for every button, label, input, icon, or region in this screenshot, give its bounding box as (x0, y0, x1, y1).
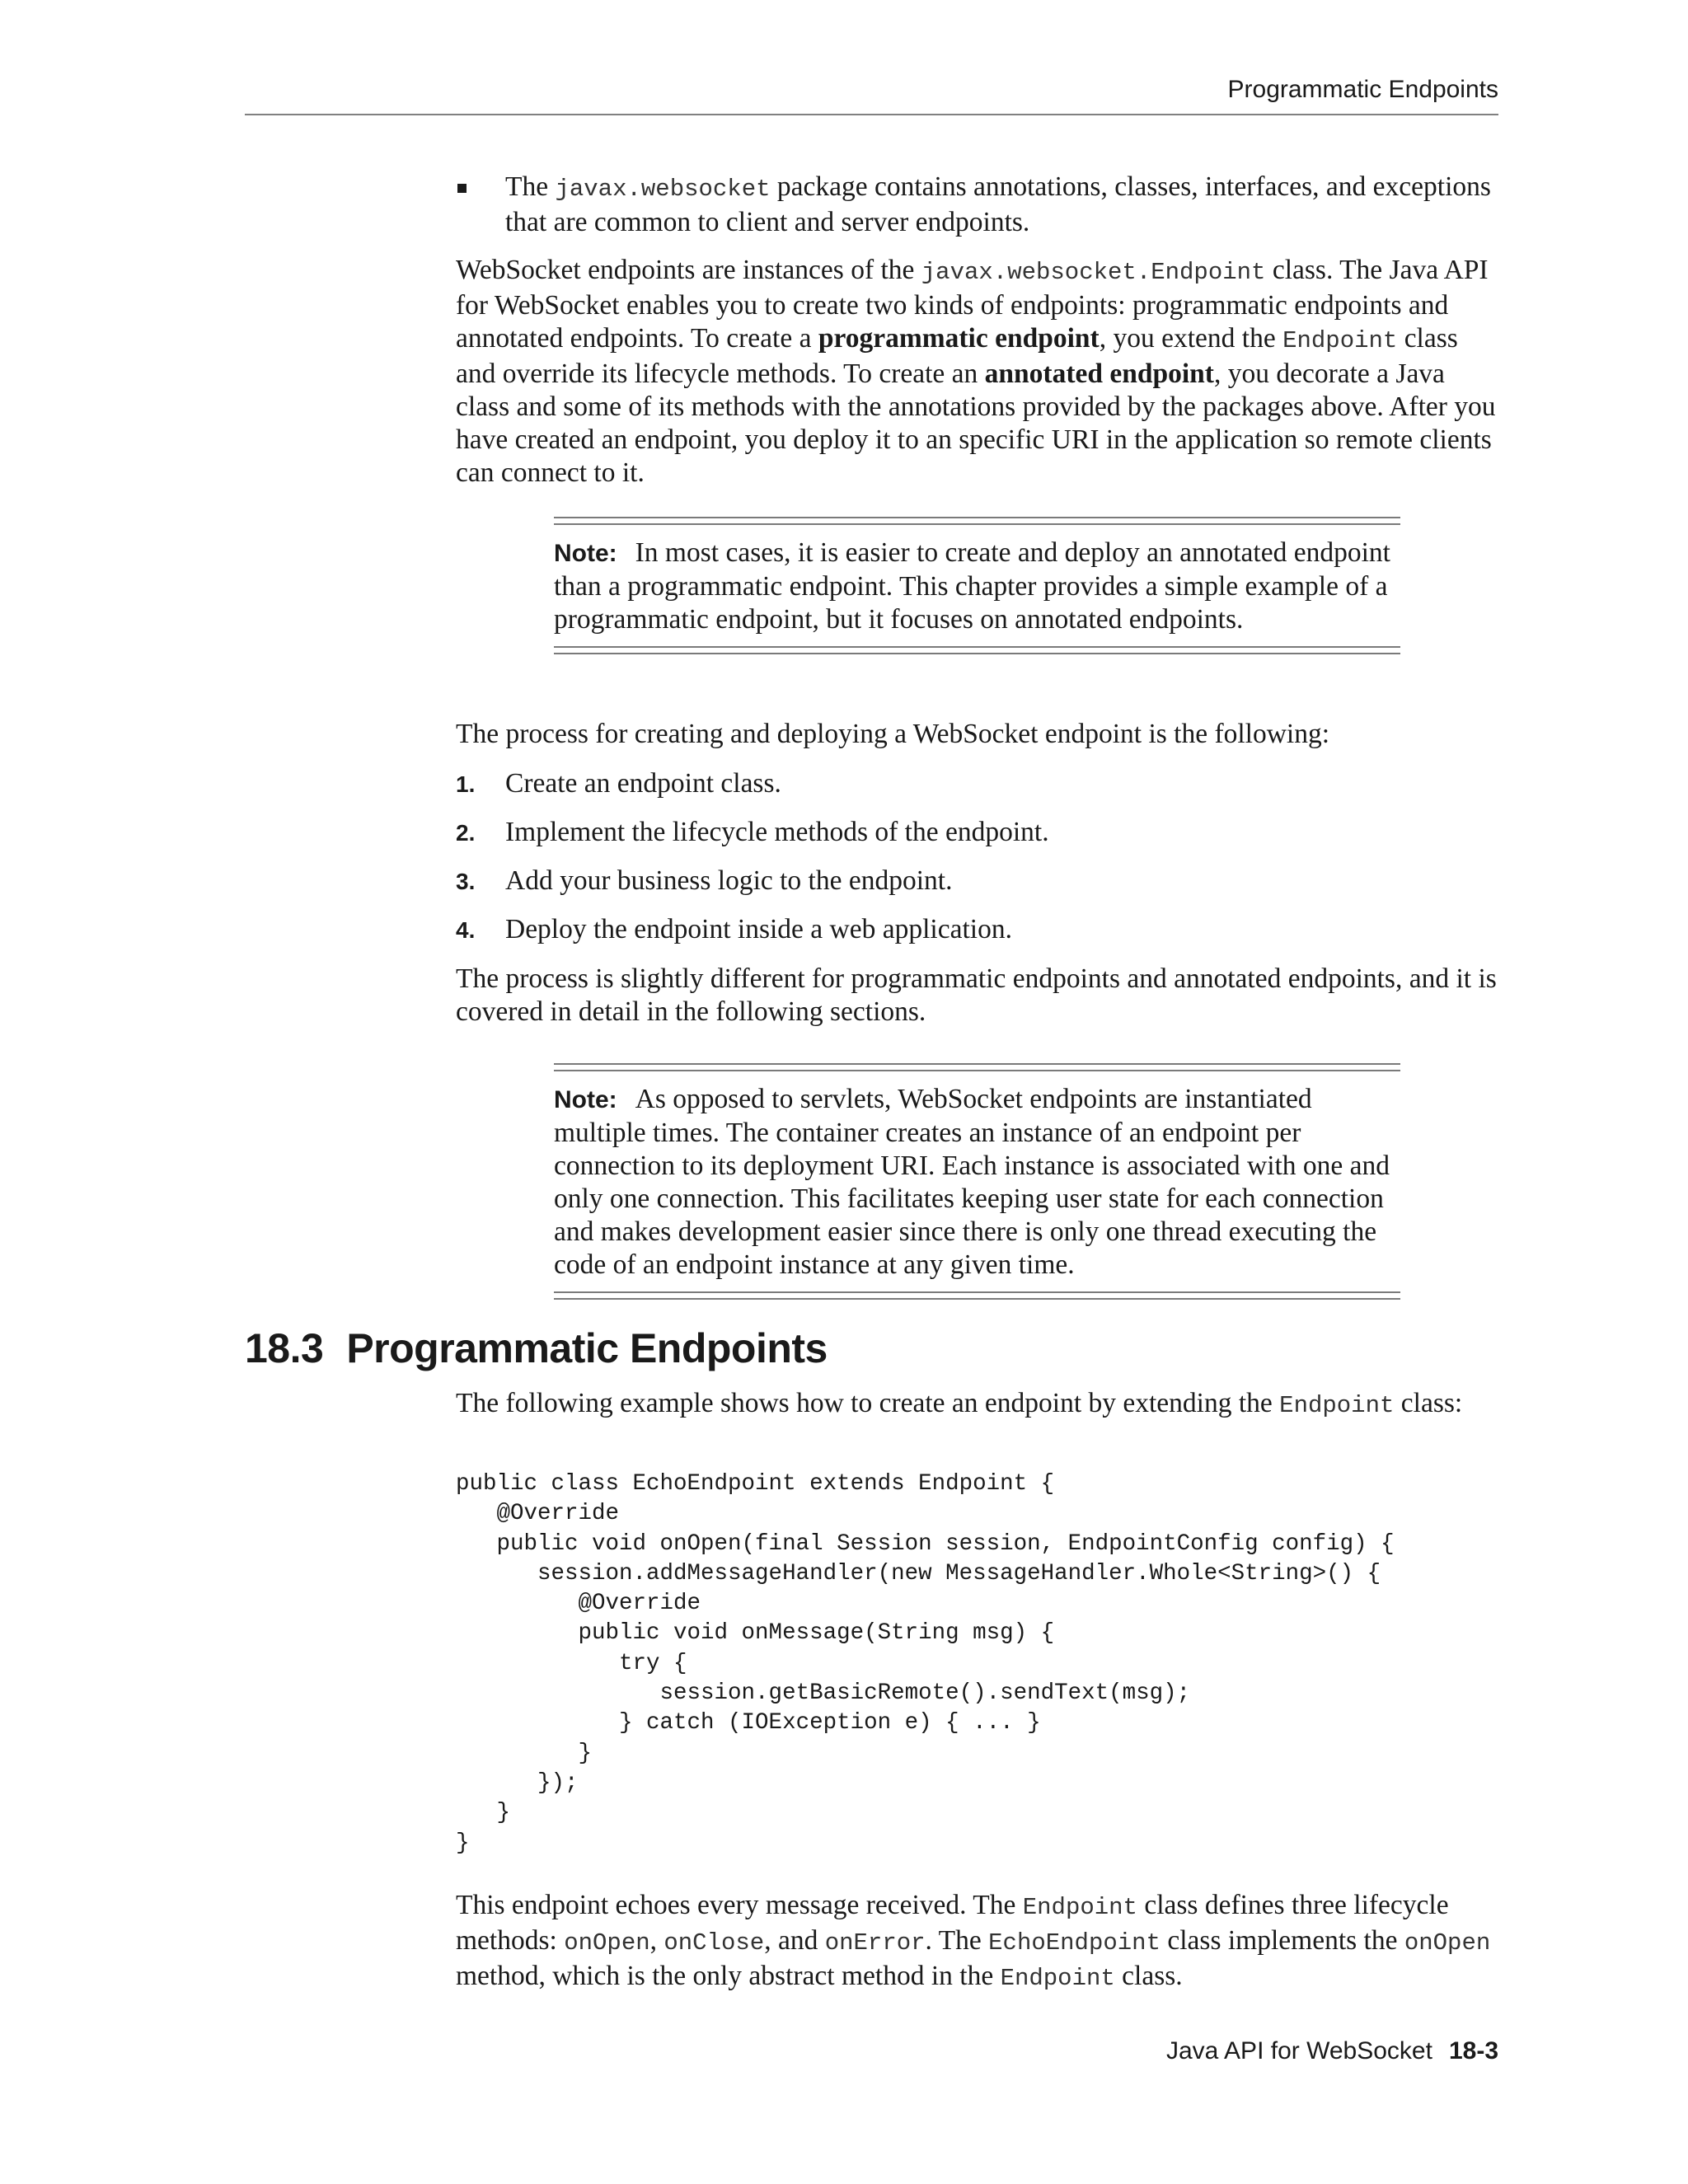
text: , and (764, 1925, 825, 1956)
text: method, which is the only abstract method in the (456, 1961, 1001, 1991)
inline-code: Endpoint (1282, 327, 1398, 354)
process-note-paragraph (456, 963, 1503, 1029)
step-number: 2. (456, 820, 476, 846)
step-item (456, 816, 1049, 850)
text: class. The Java API for WebSocket enables you to create two kinds of endpoints: programmatic endpoints and annotated endpoints. To create a (456, 255, 1489, 354)
text: class and override its lifecycle methods. To create an (456, 323, 1458, 389)
bullet-square-icon (457, 184, 467, 193)
page-footer (1166, 2037, 1498, 2065)
note-label: Note: (554, 540, 617, 567)
note-text: In most cases, it is easier to create and deploy an annotated endpoint than a programmatic endpoint. This chapter provides a simple example of a programmatic endpoint, but it focuses on annotated endpoints. (554, 537, 1390, 635)
note-top-rule (554, 1063, 1400, 1071)
inline-code: onOpen (1404, 1929, 1491, 1957)
step-item (456, 767, 781, 801)
step-text: Implement the lifecycle methods of the endpoint. (505, 817, 1049, 847)
bullet-text: package contains annotations, classes, interfaces, and exceptions that are common to client and server endpoints. (505, 171, 1491, 237)
step-text: Create an endpoint class. (505, 768, 781, 799)
step-number: 4. (456, 917, 476, 943)
text: class: (1394, 1388, 1463, 1418)
inline-code: javax.websocket.Endpoint (921, 259, 1266, 286)
note-bottom-rule (554, 1291, 1400, 1300)
text: class defines three lifecycle methods: (456, 1890, 1449, 1956)
intro-paragraph (456, 254, 1503, 490)
text: . The (925, 1925, 989, 1956)
inline-code: EchoEndpoint (988, 1929, 1160, 1957)
step-item (456, 865, 952, 898)
text: This endpoint echoes every message received. The (456, 1890, 1023, 1920)
closing-paragraph (456, 1889, 1503, 1995)
note-content (554, 1071, 1400, 1291)
inline-code: onError (824, 1929, 926, 1957)
text: WebSocket endpoints are instances of the (456, 255, 921, 285)
text: class implements the (1160, 1925, 1404, 1956)
section-heading (245, 1324, 828, 1372)
header-rule (245, 114, 1498, 115)
bullet-text: The (505, 171, 556, 202)
paragraph: The process for creating and deploying a WebSocket endpoint is the following: (456, 719, 1330, 749)
step-item (456, 913, 1012, 947)
page-number: 18-3 (1448, 2037, 1498, 2064)
bullet-item (456, 171, 1503, 239)
paragraph: The process is slightly different for programmatic endpoints and annotated endpoints, and it is covered in detail in the following sections. (456, 963, 1497, 1027)
section-title: Programmatic Endpoints (346, 1325, 828, 1371)
note-bottom-rule (554, 646, 1400, 654)
step-number: 3. (456, 869, 476, 894)
note-label: Note: (554, 1086, 617, 1113)
inline-code: onOpen (564, 1929, 650, 1957)
text: , (649, 1925, 664, 1956)
section-number: 18.3 (245, 1325, 324, 1371)
note-box (554, 1063, 1400, 1300)
text: class. (1114, 1961, 1183, 1991)
bold-term: annotated endpoint (984, 359, 1214, 389)
footer-book-title: Java API for WebSocket (1166, 2037, 1432, 2064)
inline-code: Endpoint (1000, 1965, 1115, 1992)
note-text: As opposed to servlets, WebSocket endpoints are instantiated multiple times. The container creates an instance of an endpoint per connection to its deployment URI. Each instance is associated with one and only one connection. This facilitates keeping user state for each connection and makes development easier since there is only one thread executing the code of an endpoint instance at any given time. (554, 1084, 1390, 1280)
inline-code: javax.websocket (555, 176, 771, 203)
running-header: Programmatic Endpoints (1227, 76, 1498, 103)
note-box (554, 517, 1400, 654)
bold-term: programmatic endpoint (818, 323, 1100, 354)
inline-code: Endpoint (1022, 1894, 1137, 1921)
step-text: Add your business logic to the endpoint. (505, 865, 953, 896)
text: The following example shows how to create an endpoint by extending the (456, 1388, 1280, 1418)
inline-code: onClose (663, 1929, 765, 1957)
process-intro (456, 718, 1503, 751)
note-content (554, 525, 1400, 646)
step-text: Deploy the endpoint inside a web application. (505, 914, 1012, 944)
section-intro-paragraph (456, 1387, 1503, 1422)
note-top-rule (554, 517, 1400, 525)
text: , you decorate a Java class and some of its methods with the annotations provided by the packages above. After you have created an endpoint, you deploy it to an specific URI in the application so remote clients can connect to it. (456, 359, 1496, 488)
inline-code: Endpoint (1279, 1392, 1395, 1419)
text: , you extend the (1099, 323, 1283, 354)
code-listing: public class EchoEndpoint extends Endpoint { @Override public void onOpen(final Session session, EndpointConfig config) { session.addMessageHandler(new MessageHandler.Whole<String>() { @Override public void onMessage(String msg) { try { session.getBasicRemote().sendText(msg); } catch (IOException e) { ... } } }); } } (456, 1471, 1395, 1856)
step-number: 1. (456, 771, 476, 797)
bullet-list (456, 171, 1503, 239)
